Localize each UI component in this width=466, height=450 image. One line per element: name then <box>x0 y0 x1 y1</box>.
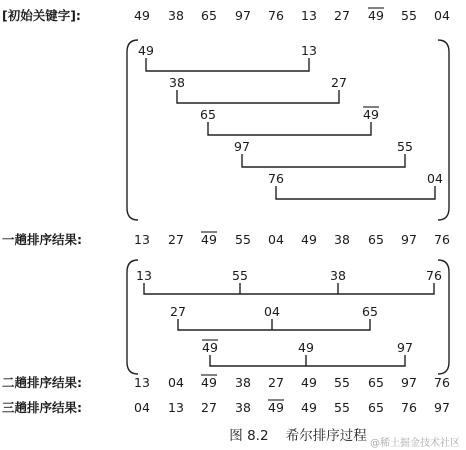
pass1-group <box>234 139 413 167</box>
initial-key: 97 <box>235 8 251 23</box>
pass1-group <box>169 75 347 103</box>
pass1-group-key: 65 <box>200 107 216 122</box>
pass2-group-key: 13 <box>136 268 152 283</box>
pass1-group <box>138 43 317 71</box>
pass1-result-row <box>134 232 450 247</box>
figure-caption: 图 8.2 希尔排序过程 <box>229 428 367 444</box>
pass2-groups <box>136 268 442 366</box>
pass2-result-value: 49 <box>301 375 317 390</box>
pass3-result-value: 97 <box>434 400 450 415</box>
pass1-result-value: 97 <box>401 232 417 247</box>
pass1-group-key: 13 <box>301 43 317 58</box>
pass1-group-key: 97 <box>234 139 250 154</box>
pass1-left-bracket <box>127 40 138 220</box>
pass1-result-value: 55 <box>235 232 251 247</box>
pass1-result-value: 49 <box>201 232 217 247</box>
pass2-group <box>202 340 413 366</box>
pass2-result-value: 38 <box>235 375 251 390</box>
pass2-group-key: 65 <box>362 304 378 319</box>
pass2-result-value: 49 <box>201 375 217 390</box>
pass1-group-key: 38 <box>169 75 185 90</box>
initial-key: 27 <box>334 8 350 23</box>
pass3-result-value: 49 <box>301 400 317 415</box>
pass3-result-value: 38 <box>235 400 251 415</box>
pass2-group-key: 97 <box>397 340 413 355</box>
initial-key: 49 <box>368 8 384 23</box>
pass2-group <box>136 268 442 294</box>
pass2-group-key: 04 <box>264 304 280 319</box>
pass1-result-value: 27 <box>168 232 184 247</box>
pass2-group-key: 55 <box>232 268 248 283</box>
pass1-group-key: 55 <box>397 139 413 154</box>
pass1-groups <box>138 43 443 199</box>
pass2-group-key: 49 <box>298 340 314 355</box>
initial-key: 76 <box>268 8 284 23</box>
initial-key: 55 <box>401 8 417 23</box>
pass1-result-value: 76 <box>434 232 450 247</box>
initial-key: 65 <box>201 8 217 23</box>
pass1-group-key: 27 <box>331 75 347 90</box>
pass3-result-value: 27 <box>201 400 217 415</box>
initial-keys-row <box>134 8 450 23</box>
group-connector-line <box>144 283 434 294</box>
pass1-result-value: 65 <box>368 232 384 247</box>
initial-key: 13 <box>301 8 317 23</box>
group-connector-line <box>242 154 405 167</box>
pass1-group-key: 49 <box>363 107 379 122</box>
pass3-result-row <box>134 400 450 415</box>
pass2-group-key: 76 <box>426 268 442 283</box>
pass1-result-value: 04 <box>268 232 284 247</box>
pass3-result-label: 三趟排序结果: <box>2 400 82 415</box>
pass2-group <box>170 304 378 330</box>
pass1-result-value: 49 <box>301 232 317 247</box>
pass2-result-value: 76 <box>434 375 450 390</box>
pass1-group <box>268 171 443 199</box>
pass2-result-label: 二趟排序结果: <box>2 375 82 390</box>
pass2-result-row <box>134 375 450 390</box>
pass3-result-value: 04 <box>134 400 150 415</box>
pass2-group-key: 49 <box>202 340 218 355</box>
group-connector-line <box>177 90 339 103</box>
pass1-group-key: 04 <box>427 171 443 186</box>
pass1-group <box>200 107 379 135</box>
pass1-result-label: 一趟排序结果: <box>2 232 82 247</box>
pass1-result-value: 38 <box>334 232 350 247</box>
pass1-group-key: 49 <box>138 43 154 58</box>
pass2-result-value: 97 <box>401 375 417 390</box>
pass1-result-value: 13 <box>134 232 150 247</box>
initial-key: 04 <box>434 8 450 23</box>
pass3-result-value: 49 <box>268 400 284 415</box>
pass2-result-value: 65 <box>368 375 384 390</box>
group-connector-line <box>210 355 405 366</box>
group-connector-line <box>208 122 371 135</box>
initial-key: 49 <box>134 8 150 23</box>
pass1-group-key: 76 <box>268 171 284 186</box>
pass2-result-value: 55 <box>334 375 350 390</box>
group-connector-line <box>178 319 370 330</box>
pass3-result-value: 65 <box>368 400 384 415</box>
pass1-right-bracket <box>438 40 449 220</box>
pass2-result-value: 13 <box>134 375 150 390</box>
initial-keys-label: [初始关键字]: <box>2 8 81 23</box>
pass3-result-value: 13 <box>168 400 184 415</box>
group-connector-line <box>146 58 309 71</box>
pass3-result-value: 55 <box>334 400 350 415</box>
initial-key: 38 <box>168 8 184 23</box>
pass2-result-value: 04 <box>168 375 184 390</box>
pass2-result-value: 27 <box>268 375 284 390</box>
pass3-result-value: 76 <box>401 400 417 415</box>
pass2-group-key: 38 <box>330 268 346 283</box>
group-connector-line <box>276 186 435 199</box>
pass2-group-key: 27 <box>170 304 186 319</box>
watermark-text: @稀土掘金技术社区 <box>370 438 460 449</box>
